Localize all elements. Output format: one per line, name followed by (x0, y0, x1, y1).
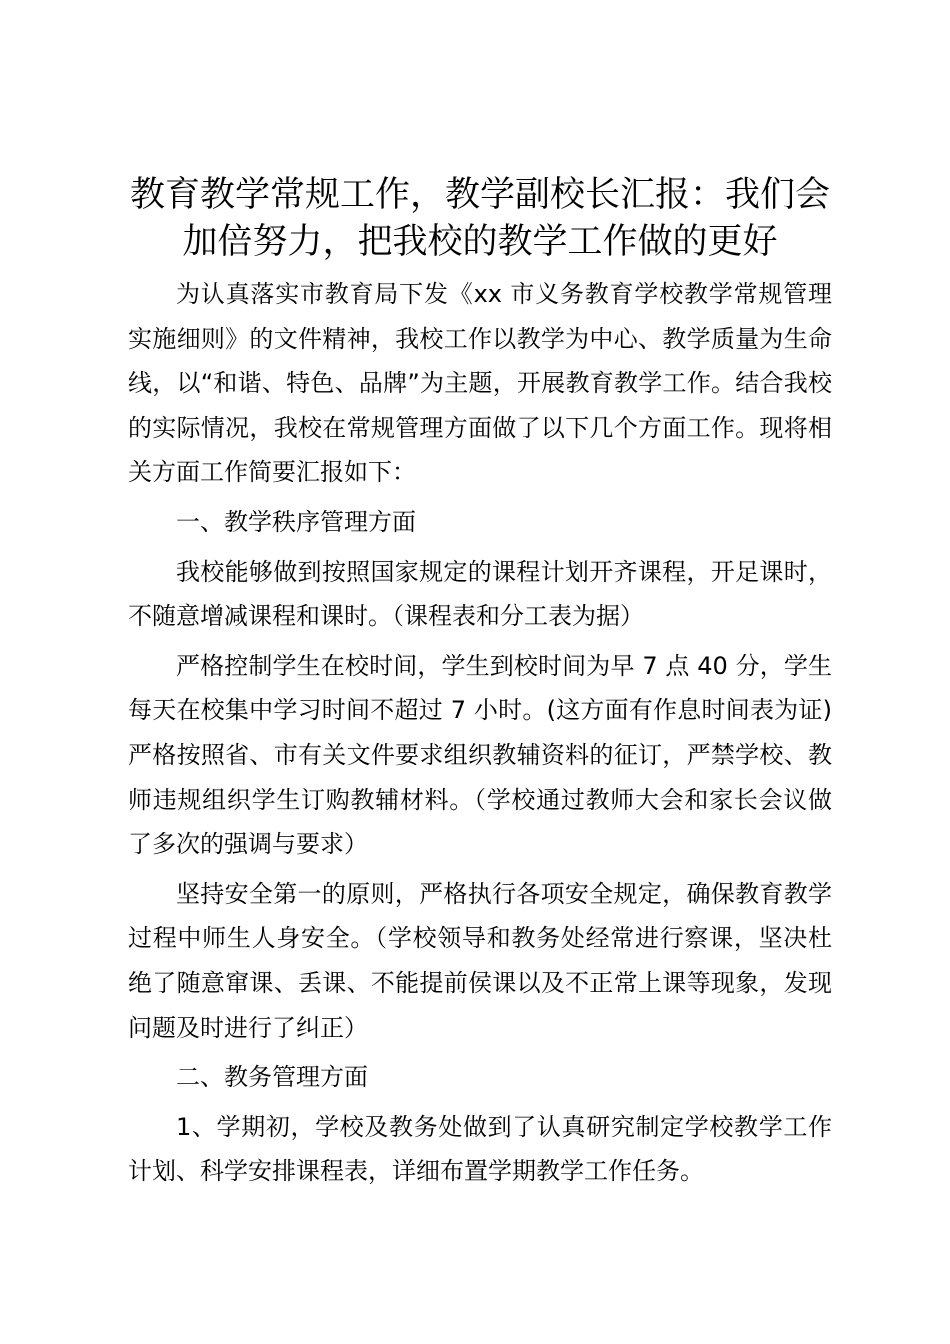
paragraph-semester-plan: 1、学期初，学校及教务处做到了认真研究制定学校教学工作计划、科学安排课程表，详细布置学期教学工作任务。 (128, 1112, 832, 1186)
document-title-line-2: 加倍努力，把我校的教学工作做的更好 (182, 222, 778, 262)
section-heading-academic-affairs: 二、教务管理方面 (176, 1063, 368, 1092)
document-title (128, 172, 832, 266)
paragraph-school-time: 严格控制学生在校时间，学生到校时间为早 7 点 40 分，学生每天在校集中学习时间不超过 7 小时。(这方面有作息时间表为证)严格按照省、市有关文件要求组织教辅资料的征订，严禁学校、教师违规组织学生订购教辅材料。（学校通过教师大会和家长会议做了多次的强调与要求） (128, 651, 832, 859)
document-title-line-1: 教育教学常规工作，教学副校长汇报：我们会 (129, 175, 830, 215)
document-content (128, 172, 832, 1199)
document-body (128, 272, 832, 1194)
paragraph-safety: 坚持安全第一的原则，严格执行各项安全规定，确保教育教学过程中师生人身安全。（学校领导和教务处经常进行察课，坚决杜绝了随意窜课、丢课、不能提前侯课以及不正常上课等现象，发现问题及时进行了纠正） (128, 879, 832, 1042)
paragraph-curriculum: 我校能够做到按照国家规定的课程计划开齐课程，开足课时，不随意增减课程和课时。（课程表和分工表为据） (128, 557, 832, 631)
intro-paragraph: 为认真落实市教育局下发《xx 市义务教育学校教学常规管理实施细则》的文件精神，我校工作以教学为中心、教学质量为生命线，以“和谐、特色、品牌”为主题，开展教育教学工作。结合我校的实际情况，我校在常规管理方面做了以下几个方面工作。现将相关方面工作简要汇报如下： (128, 280, 832, 487)
section-heading-teaching-order: 一、教学秩序管理方面 (176, 507, 416, 536)
